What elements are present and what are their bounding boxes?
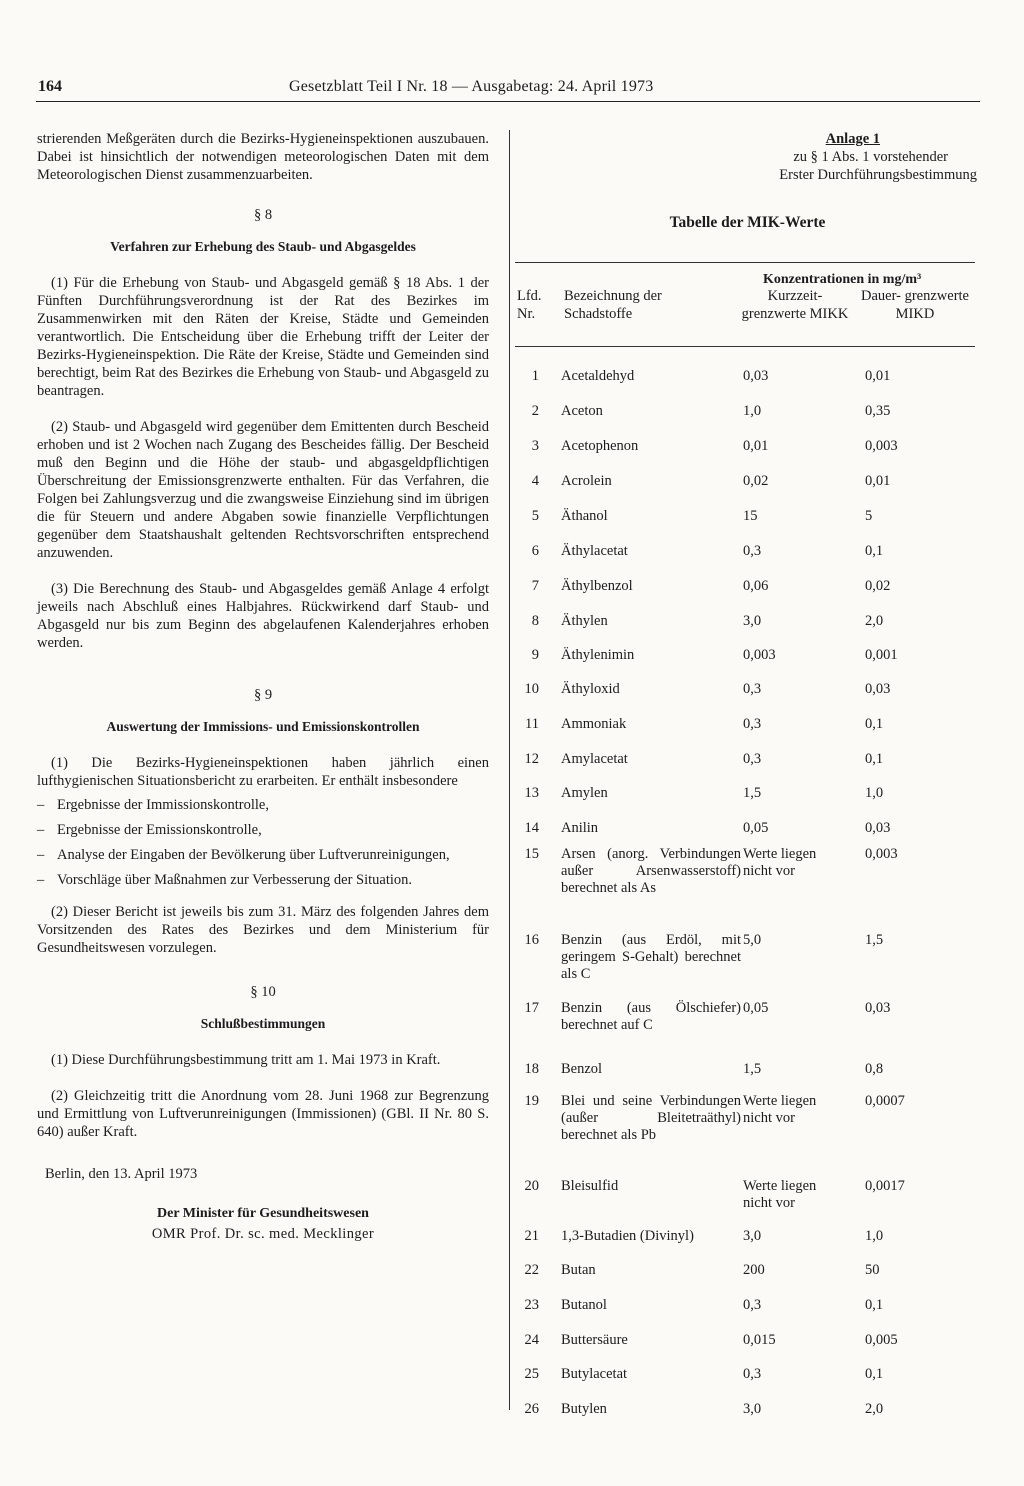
row-number: 22 (524, 1262, 539, 1278)
list-item: – Ergebnisse der Immissionskontrolle, (37, 796, 489, 814)
substance-name: Amylacetat (561, 751, 628, 767)
substance-name: Bleisulfid (561, 1178, 619, 1194)
short-term-value: 0,06 (743, 578, 769, 594)
row-number: 16 (524, 932, 539, 948)
short-term-value: 3,0 (743, 1228, 762, 1244)
short-term-value: Werte liegen nicht vor (743, 1093, 817, 1126)
short-term-value: 0,3 (743, 716, 762, 732)
substance-name: Amylen (561, 785, 608, 801)
substance-name: Butylacetat (561, 1366, 628, 1382)
header-rule (36, 101, 980, 102)
short-term-value: Werte liegen nicht vor (743, 846, 817, 879)
section-10-number: § 10 (250, 984, 276, 1000)
substance-name: Äthanol (561, 508, 608, 524)
short-term-value: 0,3 (743, 1297, 762, 1313)
section-9-paragraph-2: (2) Dieser Bericht ist jeweils bis zum 31. März des folgenden Jahres dem Vorsitzenden des Rates des Bezirkes und dem Ministerium für Gesundheitswesen vorzulegen. (37, 904, 489, 956)
section-8-title: Verfahren zur Erhebung des Staub- und Abgasgeldes (110, 239, 416, 254)
long-term-value: 0,35 (865, 403, 891, 419)
row-number: 4 (531, 473, 539, 489)
short-term-value: 0,02 (743, 473, 769, 489)
long-term-value: 0,003 (865, 846, 898, 862)
substance-name: Aceton (561, 403, 603, 419)
substance-name: Äthylacetat (561, 543, 628, 559)
right-column (515, 130, 980, 1417)
substance-name: Benzol (561, 1061, 603, 1077)
long-term-value: 0,01 (865, 368, 891, 384)
short-term-value: Werte liegen nicht vor (743, 1178, 817, 1211)
long-term-value: 1,0 (865, 1228, 884, 1244)
long-term-header: Dauer- grenzwerte MIKD (861, 288, 969, 322)
short-term-value: 0,01 (743, 438, 769, 454)
substance-name: Acrolein (561, 473, 612, 489)
substance-name: Äthylbenzol (561, 578, 633, 594)
long-term-value: 0,1 (865, 716, 884, 732)
section-10-paragraph-2: (2) Gleichzeitig tritt die Anordnung vom 28. Juni 1968 zur Begrenzung und Ermittlung von Luftverunreinigungen (Immissionen) (GBl. II Nr. 80 S. 640) außer Kraft. (37, 1088, 489, 1140)
substance-name: Butanol (561, 1297, 607, 1313)
substance-name: Butylen (561, 1401, 607, 1417)
long-term-value: 0,1 (865, 1366, 884, 1382)
nr-header: Lfd. Nr. (517, 288, 542, 322)
substance-name: Anilin (561, 820, 599, 836)
short-term-value: 0,3 (743, 543, 762, 559)
concentration-header: Konzentrationen in mg/m³ (763, 272, 922, 287)
long-term-value: 0,03 (865, 1000, 891, 1016)
short-term-value: 0,03 (743, 368, 769, 384)
row-number: 12 (524, 751, 539, 767)
row-number: 11 (525, 716, 539, 732)
row-number: 7 (531, 578, 539, 594)
annex-title: Anlage 1 (825, 131, 880, 147)
short-term-value: 3,0 (743, 613, 762, 629)
signature-name: OMR Prof. Dr. sc. med. Mecklinger (151, 1226, 375, 1242)
long-term-value: 0,8 (865, 1061, 884, 1077)
short-term-value: 0,3 (743, 1366, 762, 1382)
short-term-value: 15 (743, 508, 758, 524)
row-number: 6 (531, 543, 539, 559)
short-term-value: 0,05 (743, 820, 769, 836)
row-number: 17 (524, 1000, 539, 1016)
short-term-value: 1,0 (743, 403, 762, 419)
place-date: Berlin, den 13. April 1973 (45, 1166, 198, 1182)
row-number: 10 (524, 681, 539, 697)
long-term-value: 1,5 (865, 932, 884, 948)
long-term-value: 5 (865, 508, 873, 524)
row-number: 5 (531, 508, 539, 524)
short-term-value: 0,3 (743, 681, 762, 697)
short-term-value: 1,5 (743, 1061, 762, 1077)
row-number: 15 (524, 846, 539, 862)
row-number: 9 (531, 647, 539, 663)
long-term-value: 2,0 (865, 1401, 884, 1417)
section-9-list (37, 796, 489, 889)
short-term-value: 0,3 (743, 751, 762, 767)
long-term-value: 0,005 (865, 1332, 898, 1348)
row-number: 3 (531, 438, 539, 454)
name-header: Bezeichnung der Schadstoffe (564, 288, 662, 322)
table-title: Tabelle der MIK-Werte (669, 214, 826, 231)
short-term-value: 200 (743, 1262, 765, 1278)
row-number: 20 (524, 1178, 539, 1194)
long-term-value: 2,0 (865, 613, 884, 629)
section-8-paragraph-3: (3) Die Berechnung des Staub- und Abgasgeldes gemäß Anlage 4 erfolgt jeweils nach Abschluß eines Halbjahres. Rückwirkend darf Staub- und Abgasgeld nur bis zum Beginn des abgelaufenen Kalenderjahres erhoben werden. (37, 581, 489, 651)
row-number: 18 (524, 1061, 539, 1077)
section-9-title: Auswertung der Immissions- und Emissionskontrollen (106, 719, 420, 734)
short-term-value: 0,015 (743, 1332, 776, 1348)
row-number: 8 (531, 613, 539, 629)
long-term-value: 1,0 (865, 785, 884, 801)
long-term-value: 0,0017 (865, 1178, 905, 1194)
row-number: 13 (524, 785, 539, 801)
long-term-value: 0,003 (865, 438, 898, 454)
short-term-value: 5,0 (743, 932, 762, 948)
long-term-value: 0,0007 (865, 1093, 905, 1109)
long-term-value: 0,1 (865, 543, 884, 559)
long-term-value: 0,001 (865, 647, 898, 663)
running-title: Gesetzblatt Teil I Nr. 18 — Ausgabetag: 24. April 1973 (289, 78, 654, 95)
row-number: 2 (531, 403, 539, 419)
row-number: 23 (524, 1297, 539, 1313)
substance-name: Ammoniak (561, 716, 627, 732)
short-term-value: 1,5 (743, 785, 762, 801)
row-number: 14 (524, 820, 539, 836)
substance-name: 1,3-Butadien (Divinyl) (561, 1228, 694, 1244)
long-term-value: 0,1 (865, 751, 884, 767)
table-head-rule (515, 346, 975, 347)
substance-name: Äthylen (561, 613, 608, 629)
section-9-paragraph-1: (1) Die Bezirks-Hygieneinspektionen haben jährlich einen lufthygienischen Situationsbericht zu erarbeiten. Er enthält insbesondere (37, 755, 489, 789)
substance-name: Buttersäure (561, 1332, 628, 1348)
row-number: 26 (524, 1401, 539, 1417)
short-term-value: 3,0 (743, 1401, 762, 1417)
list-item: – Analyse der Eingaben der Bevölkerung über Luftverunreinigungen, (37, 846, 489, 864)
substance-name: Acetophenon (561, 438, 639, 454)
section-9-number: § 9 (253, 687, 273, 703)
substance-name: Acetaldehyd (561, 368, 635, 384)
signature-title: Der Minister für Gesundheitswesen (157, 1206, 369, 1221)
short-term-value: 0,003 (743, 647, 776, 663)
substance-name: Arsen (anorg. Verbindungen außer Arsenwasserstoff) berechnet als As (561, 846, 741, 896)
short-term-value: 0,05 (743, 1000, 769, 1016)
left-column (37, 130, 489, 1243)
section-10-paragraph-1: (1) Diese Durchführungsbestimmung tritt am 1. Mai 1973 in Kraft. (51, 1052, 441, 1068)
long-term-value: 0,03 (865, 681, 891, 697)
substance-name: Blei und seine Verbindungen (außer Bleitetraäthyl) berechnet als Pb (561, 1093, 741, 1143)
list-item: – Vorschläge über Maßnahmen zur Verbesserung der Situation. (37, 871, 489, 889)
substance-name: Benzin (aus Erdöl, mit geringem S-Gehalt) berechnet als C (561, 932, 741, 982)
intro-paragraph: strierenden Meßgeräten durch die Bezirks-Hygieneinspektionen auszubauen. Dabei ist hinsichtlich der notwendigen meteorologischen Daten mit dem Meteorologischen Dienst zusammenzuarbeiten. (37, 131, 489, 183)
column-divider (509, 130, 510, 1410)
row-number: 1 (531, 368, 539, 384)
table-top-rule (515, 262, 975, 263)
row-number: 19 (524, 1093, 539, 1109)
row-number: 25 (524, 1366, 539, 1382)
section-10-title: Schlußbestimmungen (200, 1016, 326, 1031)
substance-name: Benzin (aus Ölschiefer) berechnet auf C (561, 1000, 741, 1033)
annex-heading (515, 130, 980, 184)
annex-reference: zu § 1 Abs. 1 vorstehender (793, 149, 948, 165)
long-term-value: 50 (865, 1262, 880, 1278)
section-8-paragraph-1: (1) Für die Erhebung von Staub- und Abgasgeld gemäß § 18 Abs. 1 der Fünften Durchführungsverordnung ist der Rat des Bezirkes im Zusammenwirken mit den Räten der Kreise, Städte und Gemeinden verantwortlich. Die Entscheidung über die Erhebung trifft der Leiter der Bezirks-Hygieneinspektion. Die Räte der Kreise, Städte und Gemeinden sind berechtigt, beim Rat des Bezirkes die Erhebung von Staub- und Abgasgeld zu beantragen. (37, 275, 489, 399)
long-term-value: 0,01 (865, 473, 891, 489)
long-term-value: 0,02 (865, 578, 891, 594)
substance-name: Butan (561, 1262, 596, 1278)
substance-name: Äthylenimin (561, 647, 635, 663)
list-item: – Ergebnisse der Emissionskontrolle, (37, 821, 489, 839)
row-number: 24 (524, 1332, 539, 1348)
long-term-value: 0,03 (865, 820, 891, 836)
row-number: 21 (524, 1228, 539, 1244)
section-8-number: § 8 (253, 207, 273, 223)
long-term-value: 0,1 (865, 1297, 884, 1313)
annex-reference-2: Erster Durchführungsbestimmung (779, 167, 977, 183)
substance-name: Äthyloxid (561, 681, 620, 697)
section-8-paragraph-2: (2) Staub- und Abgasgeld wird gegenüber dem Emittenten durch Bescheid erhoben und ist 2 Wochen nach Zugang des Bescheides fällig. Der Bescheid muß den Beginn und die Höhe der staub- und abgasgeldpflichtigen Überschreitung der Emissionsgrenzwerte enthalten. Für das Verfahren, die Folgen bei Zahlungsverzug und die zwangsweise Einziehung sind im übrigen die für Steuern und andere Abgaben sowie finanzielle Verpflichtungen gegenüber dem Staatshaushalt geltenden Rechtsvorschriften entsprechend anzuwenden. (37, 419, 489, 561)
page-number: 164 (38, 78, 62, 95)
short-term-header: Kurzzeit- grenzwerte MIKK (741, 288, 849, 322)
